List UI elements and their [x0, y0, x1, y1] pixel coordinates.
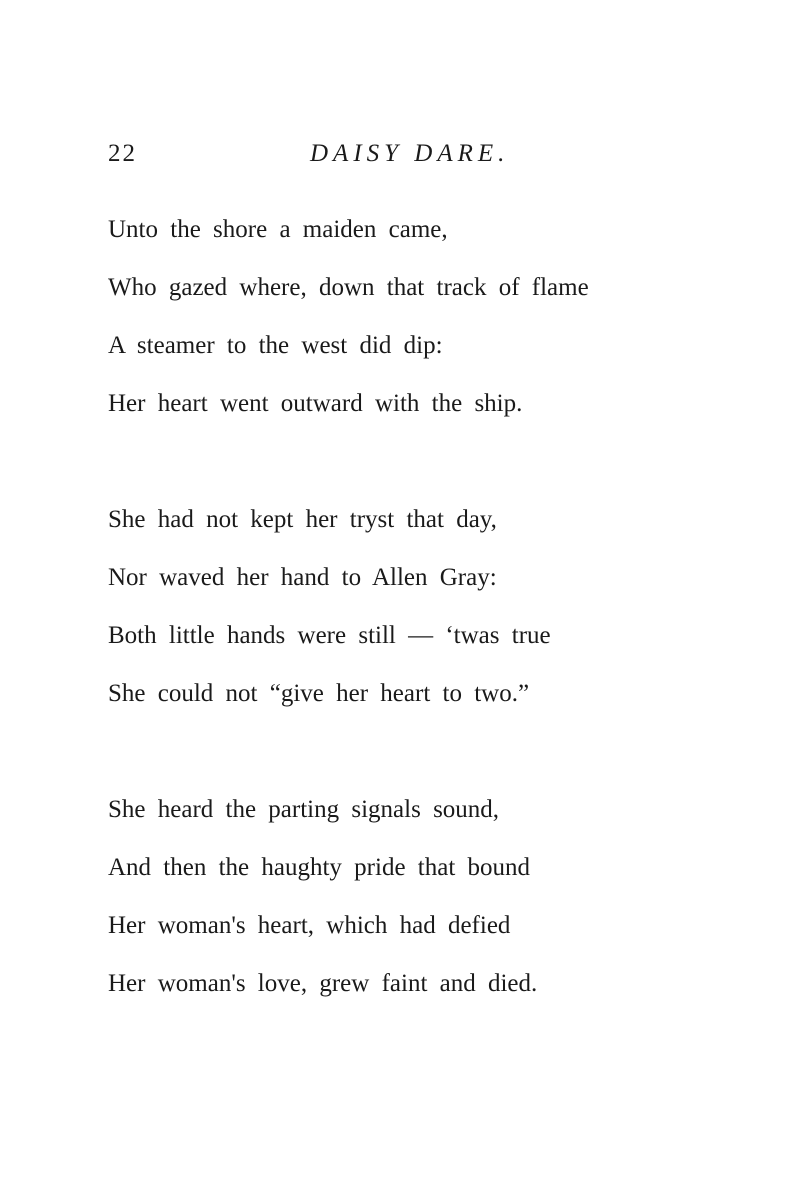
poem-line: Both little hands were still — ‘twas true	[108, 622, 551, 649]
stanza-2	[108, 491, 589, 723]
poem-line: Unto the shore a maiden came,	[108, 216, 448, 243]
running-title: DAISY DARE.	[310, 140, 510, 167]
poem-line: A steamer to the west did dip:	[108, 332, 443, 359]
stanza-3	[108, 781, 589, 1013]
poem-line: Who gazed where, down that track of flame	[108, 274, 589, 301]
poem-line: She had not kept her tryst that day,	[108, 506, 497, 533]
poem-line: Her woman's love, grew faint and died.	[108, 970, 538, 997]
poem	[108, 201, 589, 1071]
poem-line: She could not “give her heart to two.”	[108, 680, 530, 707]
page-number: 22	[108, 140, 137, 167]
poem-line: And then the haughty pride that bound	[108, 854, 531, 881]
poem-line: Her heart went outward with the ship.	[108, 390, 523, 417]
stanza-1	[108, 201, 589, 433]
poem-line: Nor waved her hand to Allen Gray:	[108, 564, 497, 591]
poem-line: She heard the parting signals sound,	[108, 796, 500, 823]
poem-line: Her woman's heart, which had defied	[108, 912, 511, 939]
